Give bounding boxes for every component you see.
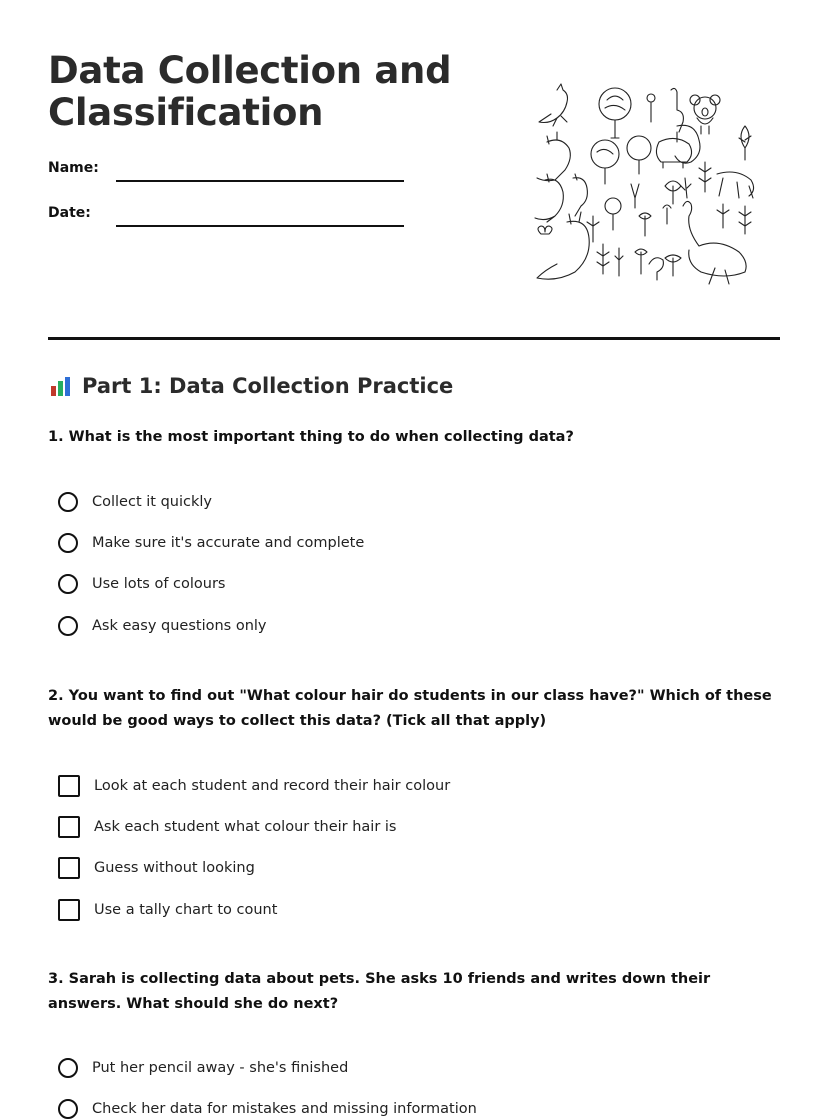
q1-option-3[interactable] [58,574,225,594]
question-3: 3. Sarah is collecting data about pets. She asks 10 friends and writes down their answers. What should she do next? [48,971,711,1012]
q1-option-4[interactable] [58,616,267,636]
option-label: Ask easy questions only [92,618,267,634]
q2-option-3[interactable] [58,857,255,879]
q2-option-1[interactable] [58,775,450,797]
question-2: 2. You want to find out "What colour hair do students in our class have?" Which of these would be good ways to collect this data? (Tick all that apply) [48,688,772,729]
checkbox[interactable] [58,816,80,838]
option-label: Look at each student and record their hair colour [94,778,451,794]
kangaroo-icon [539,84,568,126]
section-heading-text: Part 1: Data Collection Practice [82,374,454,398]
name-field[interactable] [116,180,404,182]
page-title: Data Collection and Classification [48,49,452,134]
option-label: Ask each student what colour their hair is [94,819,397,835]
option-label: Use a tally chart to count [94,902,278,918]
q2-option-4[interactable] [58,899,277,921]
radio-button[interactable] [58,533,78,553]
australian-animals-plants-illustration [527,82,763,286]
q1-option-2[interactable] [58,533,364,553]
option-label: Check her data for mistakes and missing information [92,1101,477,1117]
radio-button[interactable] [58,1099,78,1119]
q2-option-2[interactable] [58,816,396,838]
q3-option-2[interactable] [58,1099,477,1119]
radio-button[interactable] [58,492,78,512]
section-divider [48,337,780,340]
checkbox[interactable] [58,857,80,879]
option-label: Use lots of colours [92,576,226,592]
emu-icon [683,201,746,284]
q1-option-1[interactable] [58,492,212,512]
option-label: Collect it quickly [92,494,212,510]
option-label: Make sure it's accurate and complete [92,535,365,551]
radio-button[interactable] [58,574,78,594]
option-label: Put her pencil away - she's finished [92,1060,349,1076]
bar-chart-icon [48,374,72,398]
radio-button[interactable] [58,1058,78,1078]
option-label: Guess without looking [94,860,255,876]
name-label: Name: [48,160,99,176]
date-field[interactable] [116,225,404,227]
radio-button[interactable] [58,616,78,636]
section-heading [48,374,453,398]
koala-icon [690,95,720,134]
q3-option-1[interactable] [58,1058,348,1078]
question-1: 1. What is the most important thing to do when collecting data? [48,429,574,445]
checkbox[interactable] [58,899,80,921]
date-label: Date: [48,205,91,221]
tree-icon [599,88,631,138]
checkbox[interactable] [58,775,80,797]
